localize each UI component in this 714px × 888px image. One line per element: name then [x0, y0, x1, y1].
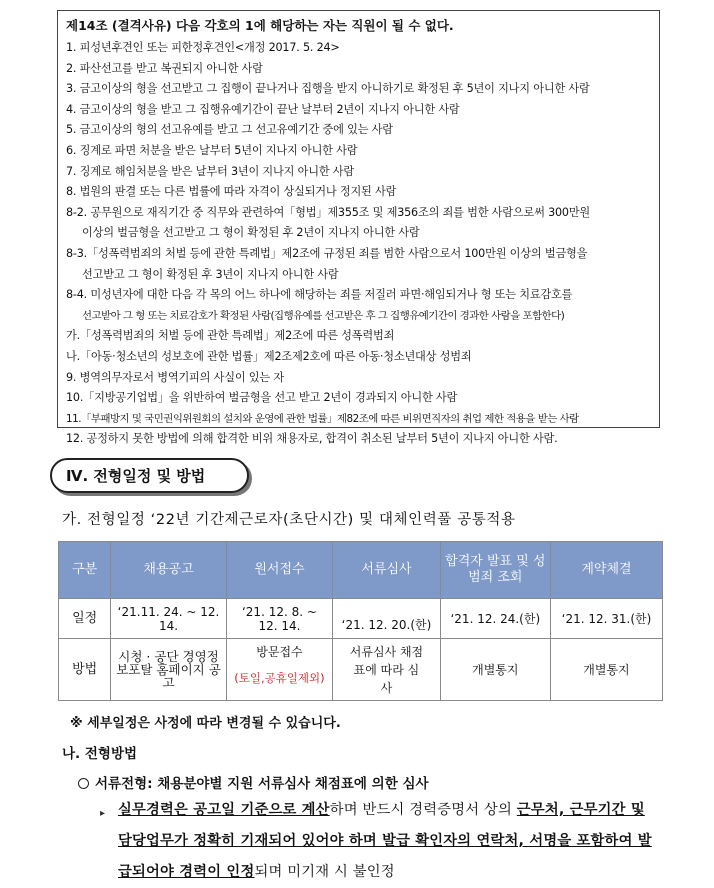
list-item: 8. 법원의 판결 또는 다른 법률에 따라 자격이 상실되거나 정지된 사람 [66, 185, 397, 199]
apply-exception-note: (토일,공휴일제외) [234, 671, 325, 685]
list-item: 2. 파산선고를 받고 복권되지 아니한 사람 [66, 61, 263, 75]
schedule-title: 가. 전형일정 ‘22년 기간제근로자(초단시간) 및 대체인력풀 공통적용 [62, 512, 516, 528]
method-item [78, 772, 429, 792]
column-header: 합격자 발표 및 성범죄 조회 [440, 542, 550, 599]
column-header: 원서접수 [226, 542, 333, 599]
list-item: 1. 피성년후견인 또는 피한정후견인<개정 2017. 5. 24> [66, 41, 340, 54]
table-header-row [59, 542, 663, 599]
apply-method: 방문접수 [256, 645, 303, 659]
list-item: 7. 징계로 해임처분을 받은 날부터 3년이 지나지 아니한 사람 [66, 164, 355, 178]
list-item: 나.「아동·청소년의 성보호에 관한 법률」제2조제2호에 따른 아동·청소년대상 성범죄 [66, 349, 472, 363]
method-item-text: 서류전형: 채용분야별 지원 서류심사 채점표에 의한 심사 [95, 776, 429, 792]
list-item: 6. 징계로 파면 처분을 받은 날부터 5년이 지나지 아니한 사람 [66, 143, 358, 157]
disqualification-box [57, 10, 660, 446]
column-header: 계약체결 [550, 542, 662, 599]
schedule-note: ※ 세부일정은 사정에 따라 변경될 수 있습니다. [70, 716, 341, 731]
table-cell: ‘21. 12. 8. ~ 12. 14. [226, 599, 333, 639]
table-row [59, 639, 663, 701]
list-item-continued: 선고받아 그 형 또는 치료감호가 확정된 사람(집행유예를 선고받은 후 그 집행유예기간이 경과한 사람을 포함한다) [82, 309, 565, 322]
table-cell: 개별통지 [550, 639, 662, 701]
list-item: 10.「지방공기업법」을 위반하여 벌금형을 선고 받고 2년이 경과되지 아니한 사람 [66, 391, 458, 405]
list-item: 4. 금고이상의 형을 받고 그 집행유예기간이 끝난 날부터 2년이 지나지 아니한 사람 [66, 102, 460, 116]
column-header: 구분 [59, 542, 111, 599]
list-item: 8-2. 공무원으로 재직기간 중 직무와 관련하여「형법」제355조 및 제356조의 죄를 범한 사람으로써 300만원 [66, 205, 591, 219]
list-item: 8-3.「성폭력범죄의 처벌 등에 관한 특례법」제2조에 규정된 죄를 범한 사람으로서 100만원 이상의 벌금형을 [66, 246, 588, 260]
table-cell [226, 639, 333, 701]
column-header: 채용공고 [111, 542, 226, 599]
row-label: 방법 [59, 639, 111, 701]
emphasis-text: 실무경력은 공고일 기준으로 계산 [118, 802, 330, 818]
circle-bullet-icon [78, 778, 89, 789]
table-cell: 서류심사 채점표에 따라 심사 [333, 639, 441, 701]
table-cell: ‘21. 12. 24.(한) [440, 599, 550, 639]
method-title: 나. 전형방법 [62, 746, 138, 762]
section-heading: Ⅳ. 전형일정 및 방법 [50, 458, 249, 493]
table-cell: ‘21.11. 24. ~ 12. 14. [111, 599, 226, 639]
emphasis-text: 근무처, 근무기간 및 담당업무가 정확히 기재되어 있어야 하며 발급 확인자의 연락처, 서명을 포함하여 발급되어야 경력이 인정 [118, 802, 652, 880]
table-cell: 개별통지 [440, 639, 550, 701]
list-item: 8-4. 미성년자에 대한 다음 각 목의 어느 하나에 해당하는 죄를 저질러 파면·해임되거나 형 또는 치료감호를 [66, 288, 573, 302]
schedule-table [58, 541, 663, 701]
paragraph-text: 되며 미기재 시 불인정 [254, 864, 395, 880]
column-header: 서류심사 [333, 542, 441, 599]
list-item-continued: 이상의 벌금형을 선고받고 그 형이 확정된 후 2년이 지나지 아니한 사람 [82, 226, 420, 240]
row-label: 일정 [59, 599, 111, 639]
table-cell: ‘21. 12. 31.(한) [550, 599, 662, 639]
list-item: 3. 금고이상의 형을 선고받고 그 집행이 끝나거나 집행을 받지 아니하기로 확정된 후 5년이 지나지 아니한 사람 [66, 82, 590, 96]
list-item: 가.「성폭력범죄의 처벌 등에 관한 특례법」제2조에 따른 성폭력범죄 [66, 329, 395, 343]
disqualification-title: 제14조 (결격사유) 다음 각호의 1에 해당하는 자는 직원이 될 수 없다. [66, 18, 454, 33]
table-cell: ‘21. 12. 20.(한) [333, 599, 441, 639]
triangle-bullet-icon: ▸ [100, 808, 106, 819]
list-item: 11.「부패방지 및 국민권익위원회의 설치와 운영에 관한 법률」제82조에 따른 비위면직자의 취업 제한 적용을 받는 사람 [66, 412, 579, 425]
list-item: 12. 공정하지 못한 방법에 의해 합격한 비위 채용자로, 합격이 취소된 날부터 5년이 지나지 아니한 사람. [66, 432, 558, 446]
table-cell: 시청 · 공단 경영정보포탈 홈페이지 공고 [111, 639, 226, 701]
list-item-continued: 선고받고 그 형이 확정된 후 3년이 지나지 아니한 사람 [82, 267, 339, 281]
experience-paragraph [100, 795, 663, 888]
paragraph-text: 하며 반드시 경력증명서 상의 [329, 802, 517, 818]
table-row [59, 599, 663, 639]
list-item: 5. 금고이상의 형의 선고유예를 받고 그 선고유예기간 중에 있는 사람 [66, 123, 393, 137]
list-item: 9. 병역의무자로서 병역기피의 사실이 있는 자 [66, 370, 284, 384]
